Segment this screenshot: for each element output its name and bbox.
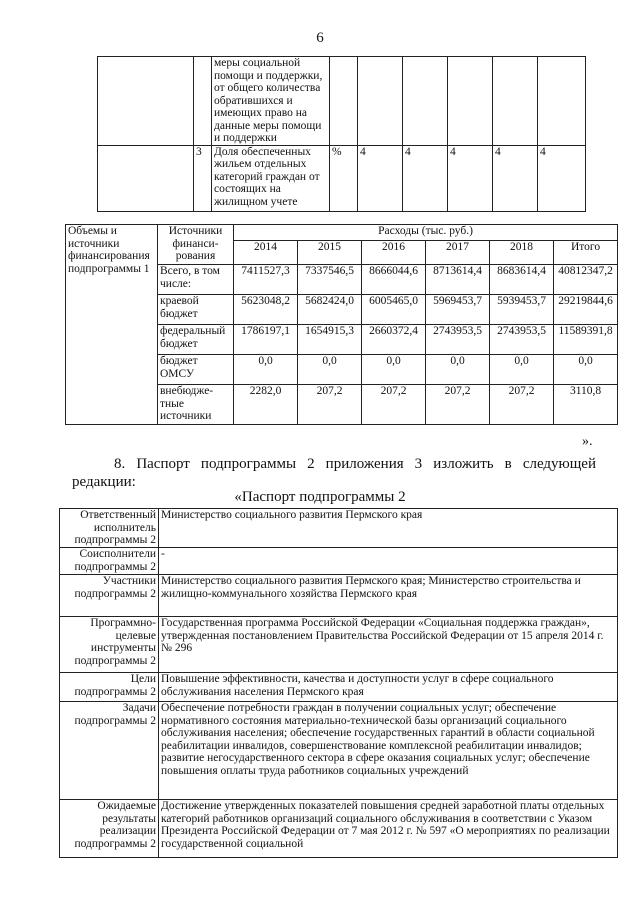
year-header: 2015 [298, 241, 362, 265]
table-row [60, 617, 618, 673]
value-cell: 207,2 [490, 385, 554, 425]
year-header: 2016 [362, 241, 426, 265]
value-cell: 0,0 [426, 355, 490, 385]
value-cell: 2660372,4 [362, 325, 426, 355]
paragraph-line: 8. Паспорт подпрограммы 2 приложения 3 изложить в следующей [114, 456, 596, 472]
value-cell: 4 [493, 145, 538, 211]
passport-label: Задачи подпрограммы 2 [60, 702, 159, 800]
value-cell: 8713614,4 [426, 265, 490, 295]
indicator-text: Доля обеспеченных жильем отдельных категорий граждан от состоящих на жилищном учете [212, 145, 330, 211]
value-cell: 5939453,7 [490, 295, 554, 325]
passport-value: Государственная программа Российской Федерации «Социальная поддержка граждан», утвержденная постановлением Правительства Российской Федерации от 15 апреля 2014 г. № 296 [159, 617, 618, 673]
year-header: 2017 [426, 241, 490, 265]
passport-label: Цели подпрограммы 2 [60, 673, 159, 702]
value-cell: 29219844,6 [554, 295, 618, 325]
value-cell: 6005465,0 [362, 295, 426, 325]
value-cell: 5969453,7 [426, 295, 490, 325]
page-number: 6 [316, 30, 324, 46]
paragraph-line: редакции: [72, 474, 136, 490]
year-header: Итого [554, 241, 618, 265]
unit-cell: % [330, 145, 358, 211]
value-cell: 7411527,3 [234, 265, 298, 295]
value-cell: 7337546,5 [298, 265, 362, 295]
indicator-text: меры социальной помощи и поддержки, от общего количества обратившихся и имеющих право на данные меры помощи и поддержки [212, 57, 330, 146]
source-cell: Всего, в том числе: [158, 265, 234, 295]
year-header: 2018 [490, 241, 554, 265]
closing-quote: ». [582, 434, 593, 449]
table-row [60, 702, 618, 800]
value-cell: 11589391,8 [554, 325, 618, 355]
value-cell: 1654915,3 [298, 325, 362, 355]
passport-label: Ожидаемые результаты реализации подпрограммы 2 [60, 800, 159, 858]
value-cell: 8683614,4 [490, 265, 554, 295]
passport-value: Достижение утвержденных показателей повышения средней заработной платы отдельных категорий работников организаций социального обслуживания в соответствии с Указом Президента Российской Федерации от 7 мая 2012 г. № 597 «О мероприятиях по реализации государственной социальной [159, 800, 618, 858]
value-cell: 2743953,5 [490, 325, 554, 355]
passport-label: Ответственный исполнитель подпрограммы 2 [60, 509, 159, 548]
table-row [98, 145, 586, 211]
value-cell: 5682424,0 [298, 295, 362, 325]
passport-label: Соисполнители подпрограммы 2 [60, 548, 159, 575]
value-cell: 207,2 [362, 385, 426, 425]
expenses-header: Расходы (тыс. руб.) [234, 225, 618, 241]
source-cell: внебюдже-тные источники [158, 385, 234, 425]
value-cell: 207,2 [426, 385, 490, 425]
passport-value: Министерство социального развития Пермского края [159, 509, 618, 548]
table-row [60, 509, 618, 548]
source-cell: бюджет ОМСУ [158, 355, 234, 385]
row-number: 3 [194, 145, 212, 211]
passport-value: - [159, 548, 618, 575]
passport-label: Участники подпрограммы 2 [60, 575, 159, 617]
indicators-table [97, 56, 586, 212]
value-cell: 0,0 [298, 355, 362, 385]
value-cell: 3110,8 [554, 385, 618, 425]
table-row [60, 673, 618, 702]
passport-value: Министерство социального развития Пермского края; Министерство строительства и жилищно-коммунального хозяйства Пермского края [159, 575, 618, 617]
value-cell: 4 [403, 145, 448, 211]
table-row [60, 800, 618, 858]
value-cell: 0,0 [554, 355, 618, 385]
sources-header: Источники финанси-рования [158, 225, 234, 265]
passport-title: «Паспорт подпрограммы 2 [234, 489, 406, 505]
year-header: 2014 [234, 241, 298, 265]
table-row [60, 575, 618, 617]
amendment-paragraph [72, 455, 596, 491]
value-cell: 1786197,1 [234, 325, 298, 355]
passport-label: Программно-целевые инструменты подпрограммы 2 [60, 617, 159, 673]
table-row [60, 548, 618, 575]
value-cell: 5623048,2 [234, 295, 298, 325]
value-cell: 207,2 [298, 385, 362, 425]
passport-table [59, 508, 618, 858]
value-cell: 8666044,6 [362, 265, 426, 295]
source-cell: федеральный бюджет [158, 325, 234, 355]
value-cell: 0,0 [490, 355, 554, 385]
source-cell: краевой бюджет [158, 295, 234, 325]
value-cell: 0,0 [234, 355, 298, 385]
passport-value: Повышение эффективности, качества и доступности услуг в сфере социального обслуживания населения Пермского края [159, 673, 618, 702]
financing-label: Объемы и источники финансирования подпрограммы 1 [66, 225, 158, 425]
value-cell: 4 [538, 145, 586, 211]
value-cell: 40812347,2 [554, 265, 618, 295]
value-cell: 0,0 [362, 355, 426, 385]
value-cell: 4 [358, 145, 403, 211]
value-cell: 2282,0 [234, 385, 298, 425]
financing-table [65, 224, 618, 425]
value-cell: 2743953,5 [426, 325, 490, 355]
passport-value: Обеспечение потребности граждан в получении социальных услуг; обеспечение нормативного состояния материально-технической базы организаций социального обслуживания населения; обеспечение государственных гарантий в области социальной реабилитации инвалидов, совершенствование комплексной реабилитации инвалидов; развитие негосударственного сектора в сфере оказания социальных услуг; обеспечение повышения оплаты труда работников социальных учреждений [159, 702, 618, 800]
table-row [98, 57, 586, 146]
value-cell: 4 [448, 145, 493, 211]
